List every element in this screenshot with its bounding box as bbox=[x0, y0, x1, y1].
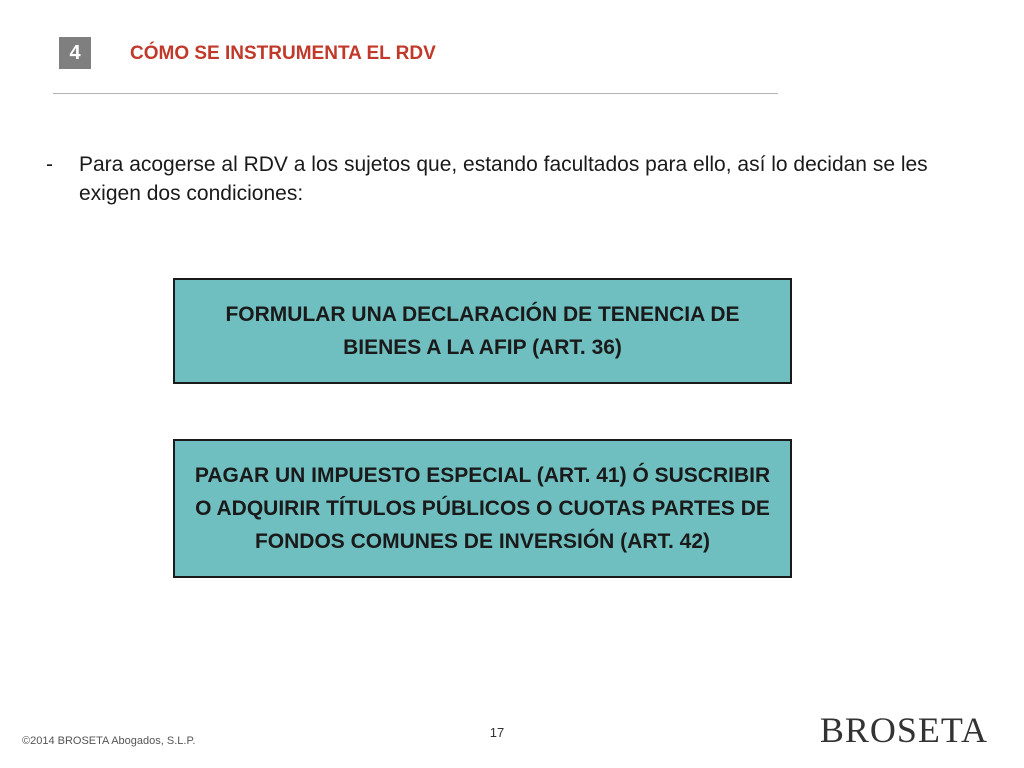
section-number-badge: 4 bbox=[59, 37, 91, 69]
bullet-marker: - bbox=[46, 153, 53, 176]
bullet-text: Para acogerse al RDV a los sujetos que, estando facultados para ello, así lo decidan se les exigen dos condiciones: bbox=[79, 153, 928, 205]
broseta-logo: BROSETA bbox=[819, 710, 988, 750]
condition-box-declaration: FORMULAR UNA DECLARACIÓN DE TENENCIA DE BIENES A LA AFIP (ART. 36) bbox=[173, 278, 792, 384]
page-number: 17 bbox=[489, 725, 505, 740]
copyright-notice: ©2014 BROSETA Abogados, S.L.P. bbox=[22, 735, 196, 747]
condition-box-special-tax: PAGAR UN IMPUESTO ESPECIAL (ART. 41) Ó SUSCRIBIR O ADQUIRIR TÍTULOS PÚBLICOS O CUOTAS PARTES DE FONDOS COMUNES DE INVERSIÓN (ART. 42) bbox=[173, 439, 792, 578]
title-divider bbox=[53, 93, 778, 94]
section-title: CÓMO SE INSTRUMENTA EL RDV bbox=[130, 43, 436, 64]
